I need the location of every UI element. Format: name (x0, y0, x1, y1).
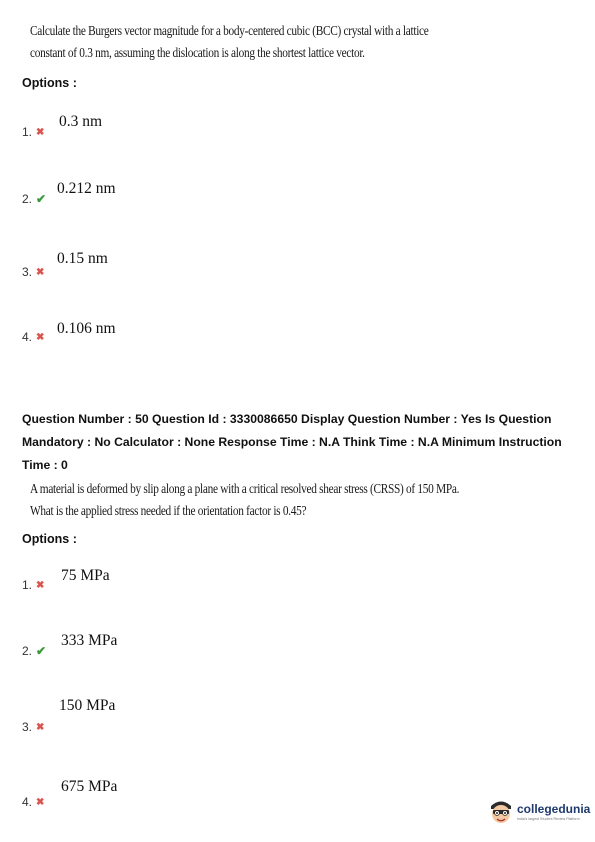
cross-icon: ✖ (36, 721, 45, 733)
option-number: 3. ✖ (22, 720, 45, 734)
option-number: 1. ✖ (22, 125, 45, 139)
question-meta (22, 408, 582, 477)
option-number: 2. ✔ (22, 644, 47, 658)
option-answer: 0.15 nm (57, 250, 108, 267)
question-text (30, 478, 459, 522)
option-number: 1. ✖ (22, 578, 45, 592)
question-line: What is the applied stress needed if the orientation factor is 0.45? (30, 503, 307, 518)
meta-line: Question Number : 50 Question Id : 3330086650 Display Question Number : Yes Is Question (22, 412, 552, 426)
logo-name: collegedunia (517, 801, 591, 816)
option-number: 4. ✖ (22, 330, 45, 344)
option-answer: 333 MPa (61, 632, 118, 649)
option-answer: 0.106 nm (57, 320, 116, 337)
cross-icon: ✖ (36, 579, 45, 591)
option-answer: 150 MPa (59, 697, 116, 714)
meta-line: Mandatory : No Calculator : None Response Time : N.A Think Time : N.A Minimum Instruction (22, 435, 562, 449)
logo-tagline: India's largest Student Review Platform (517, 816, 580, 821)
question-text (30, 20, 429, 64)
cross-icon: ✖ (36, 126, 45, 138)
mascot-icon (488, 797, 514, 827)
option-number: 4. ✖ (22, 795, 45, 809)
cross-icon: ✖ (36, 796, 45, 808)
options-label: Options : (22, 76, 77, 90)
collegedunia-logo (488, 797, 590, 827)
cross-icon: ✖ (36, 266, 45, 278)
meta-line: Time : 0 (22, 458, 68, 472)
question-line: A material is deformed by slip along a plane with a critical resolved shear stress (CRSS) of 150 MPa. (30, 481, 460, 496)
question-line: constant of 0.3 nm, assuming the dislocation is along the shortest lattice vector. (30, 45, 365, 60)
option-number: 3. ✖ (22, 265, 45, 279)
option-answer: 0.3 nm (59, 113, 103, 130)
check-icon: ✔ (36, 644, 47, 658)
option-answer: 0.212 nm (57, 180, 116, 197)
option-number: 2. ✔ (22, 192, 47, 206)
option-answer: 675 MPa (61, 778, 118, 795)
cross-icon: ✖ (36, 331, 45, 343)
check-icon: ✔ (36, 192, 47, 206)
question-line: Calculate the Burgers vector magnitude for a body-centered cubic (BCC) crystal with a lattice (30, 23, 429, 38)
option-answer: 75 MPa (61, 567, 110, 584)
options-label: Options : (22, 532, 77, 546)
